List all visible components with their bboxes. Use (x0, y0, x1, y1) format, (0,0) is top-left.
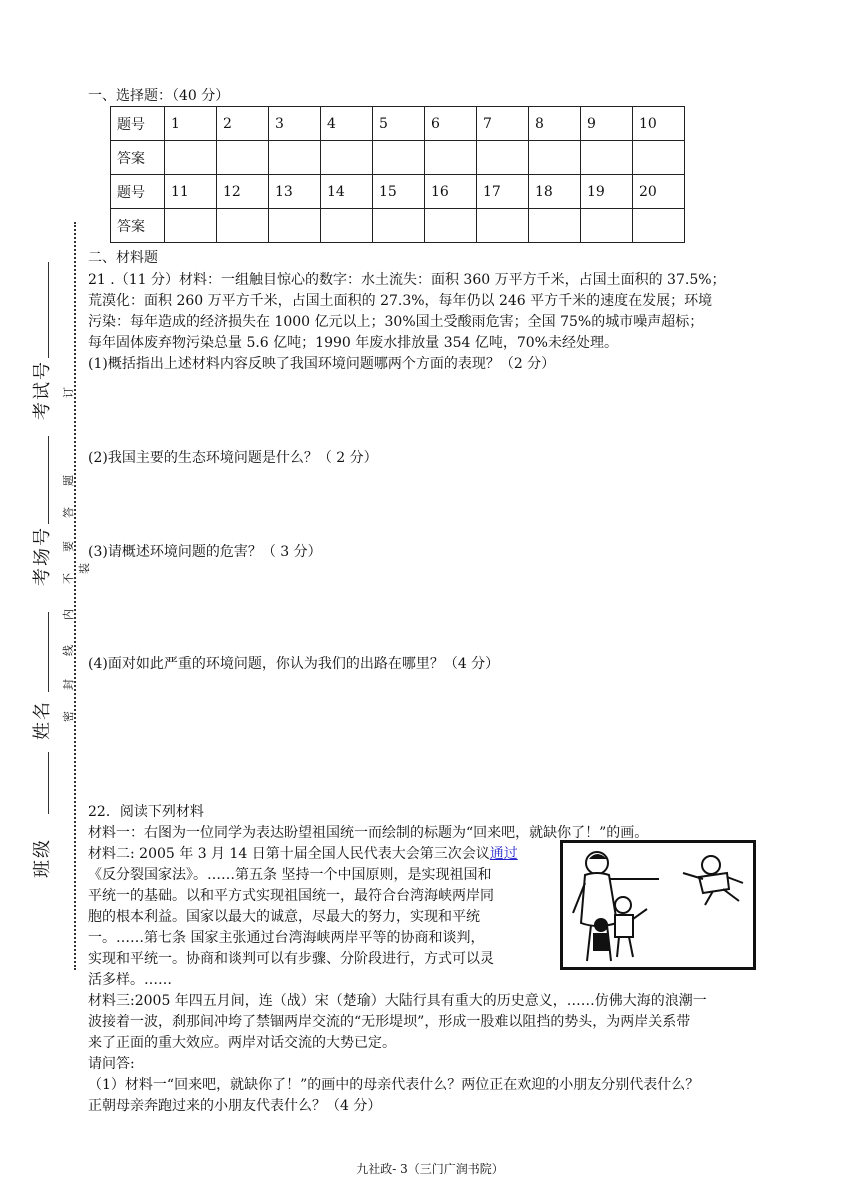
q22-material-2-prefix: 材料二: 2005 年 3 月 14 日第十届全国人民代表大会第三次会议 (88, 846, 490, 862)
table-row (111, 141, 685, 175)
section2-title: 二、材料题 (88, 250, 158, 266)
q22-material-2-line: 实现和平统一。协商和谈判可以有步骤、分阶段进行，方式可以灵 (88, 951, 494, 967)
question-number: 1 (165, 107, 217, 141)
binding-warning-char: 线 (62, 645, 75, 656)
q21-text-line: 污染：每年造成的经济损失在 1000 亿元以上；30%国土受酸雨危害；全国 75%的城市噪声超标； (88, 314, 704, 330)
question-number: 20 (633, 175, 685, 209)
row-header: 题号 (111, 107, 165, 141)
answer-cell[interactable] (217, 141, 269, 175)
answer-cell[interactable] (633, 141, 685, 175)
question-number: 19 (581, 175, 633, 209)
hyperlink-tongguo[interactable]: 通过 (489, 846, 518, 862)
binding-warning-char: 装 (78, 563, 91, 574)
page-footer: 九社政- 3（三门广润书院） (356, 1162, 504, 1176)
name-blank (48, 752, 49, 814)
question-number: 18 (529, 175, 581, 209)
question-number: 8 (529, 107, 581, 141)
question-number: 7 (477, 107, 529, 141)
q22-sub-question-1-line: （1）材料一“回来吧，就缺你了！”的画中的母亲代表什么？两位正在欢迎的小朋友分别代表什么？ (88, 1077, 700, 1093)
q22-material-3-line: 材料三:2005 年四五月间，连（战）宋（楚瑜）大陆行具有重大的历史意义，……仿佛大海的浪潮一 (88, 993, 707, 1009)
binding-dotted-line (74, 222, 76, 970)
q21-sub-question-3: (3)请概述环境问题的危害？（ 3 分） (88, 544, 322, 560)
question-number: 15 (373, 175, 425, 209)
question-number: 14 (321, 175, 373, 209)
answer-cell[interactable] (321, 141, 373, 175)
answer-cell[interactable] (529, 141, 581, 175)
q21-sub-question-1: (1)概括指出上述材料内容反映了我国环境问题哪两个方面的表现？（2 分） (88, 356, 556, 372)
q21-text-line: 荒漠化：面积 260 万平方千米，占国土面积的 27.3%，每年仍以 246 平方千米的速度在发展；环境 (88, 293, 713, 309)
answer-cell[interactable] (425, 209, 477, 243)
binding-warning-char: 密 (62, 711, 75, 722)
question-number: 13 (269, 175, 321, 209)
name-label: 姓名 (32, 700, 53, 740)
q22-material-2-line: 胞的根本利益。国家以最大的诚意，尽最大的努力，实现和平统 (88, 909, 480, 925)
class-blank (48, 612, 49, 692)
q22-material-1: 材料一：右图为一位同学为表达盼望祖国统一而绘制的标题为“回来吧，就缺你了！”的画。 (88, 825, 649, 841)
question-number: 17 (477, 175, 529, 209)
answer-cell[interactable] (373, 209, 425, 243)
answer-cell[interactable] (529, 209, 581, 243)
q22-material-3-line: 来了正面的重大效应。两岸对话交流的大势已定。 (88, 1035, 396, 1051)
question-number: 9 (581, 107, 633, 141)
answer-cell[interactable] (633, 209, 685, 243)
binding-warning-char: 封 (62, 679, 75, 690)
answer-cell[interactable] (477, 209, 529, 243)
question-number: 2 (217, 107, 269, 141)
exam-number-label: 考试号 (32, 360, 53, 420)
binding-warning-char: 不 (62, 573, 75, 584)
row-header: 题号 (111, 175, 165, 209)
question-number: 12 (217, 175, 269, 209)
binding-warning-char: 内 (62, 609, 75, 620)
binding-warning-char: 题 (62, 475, 75, 486)
q22-material-2-line: 平统一的基础。以和平方式实现祖国统一，最符合台湾海峡两岸同 (88, 888, 494, 904)
answer-cell[interactable] (269, 209, 321, 243)
reunification-illustration (560, 840, 756, 970)
binding-warning-char: 要 (62, 541, 75, 552)
q21-sub-question-4: (4)面对如此严重的环境问题，你认为我们的出路在哪里？（4 分） (88, 656, 500, 672)
question-number: 3 (269, 107, 321, 141)
question-number: 6 (425, 107, 477, 141)
question-number: 11 (165, 175, 217, 209)
answer-cell[interactable] (165, 141, 217, 175)
mother-children-drawing (563, 843, 753, 967)
exam-number-blank (48, 262, 49, 358)
answer-cell[interactable] (217, 209, 269, 243)
class-label: 班级 (32, 838, 53, 878)
answer-cell[interactable] (373, 141, 425, 175)
q22-material-3-line: 波接着一波，刹那间冲垮了禁锢两岸交流的“无形堤坝”，形成一股难以阻挡的势头，为两岸关系带 (88, 1014, 691, 1030)
question-number: 10 (633, 107, 685, 141)
table-row (111, 209, 685, 243)
q21-sub-question-2: (2)我国主要的生态环境问题是什么？（ 2 分） (88, 450, 378, 466)
exam-room-blank (48, 436, 49, 524)
answer-cell[interactable] (321, 209, 373, 243)
answer-cell[interactable] (581, 209, 633, 243)
q21-text-line: 21 .（11 分）材料：一组触目惊心的数字：水土流失：面积 360 万平方千米，占国土面积的 37.5%； (88, 272, 726, 288)
question-number: 16 (425, 175, 477, 209)
exam-room-label: 考场号 (32, 526, 53, 586)
answer-cell[interactable] (425, 141, 477, 175)
q22-material-2-line: 活多样。…… (88, 972, 172, 988)
row-header: 答案 (111, 209, 165, 243)
q22-material-2-line: 《反分裂国家法》。……第五条 坚持一个中国原则，是实现祖国和 (88, 867, 492, 883)
q22-material-2-line (88, 844, 518, 864)
answer-cell[interactable] (165, 209, 217, 243)
answer-table (110, 106, 685, 243)
binding-warning-char: 答 (62, 507, 75, 518)
row-header: 答案 (111, 141, 165, 175)
answer-cell[interactable] (269, 141, 321, 175)
binding-mark-ding: 订 (62, 387, 75, 398)
answer-cell[interactable] (477, 141, 529, 175)
q21-text-line: 每年固体废弃物污染总量 5.6 亿吨；1990 年废水排放量 354 亿吨，70%未经处理。 (88, 335, 618, 351)
q22-title: 22．阅读下列材料 (88, 804, 204, 820)
table-row (111, 175, 685, 209)
section1-title: 一、选择题：（40 分） (88, 88, 230, 104)
q22-sub-question-1-line: 正朝母亲奔跑过来的小朋友代表什么？（4 分） (88, 1098, 382, 1114)
question-number: 5 (373, 107, 425, 141)
q22-ask-label: 请问答: (88, 1056, 135, 1072)
table-row (111, 107, 685, 141)
answer-cell[interactable] (581, 141, 633, 175)
q22-material-2-line: 一。……第七条 国家主张通过台湾海峡两岸平等的协商和谈判， (88, 930, 485, 946)
question-number: 4 (321, 107, 373, 141)
